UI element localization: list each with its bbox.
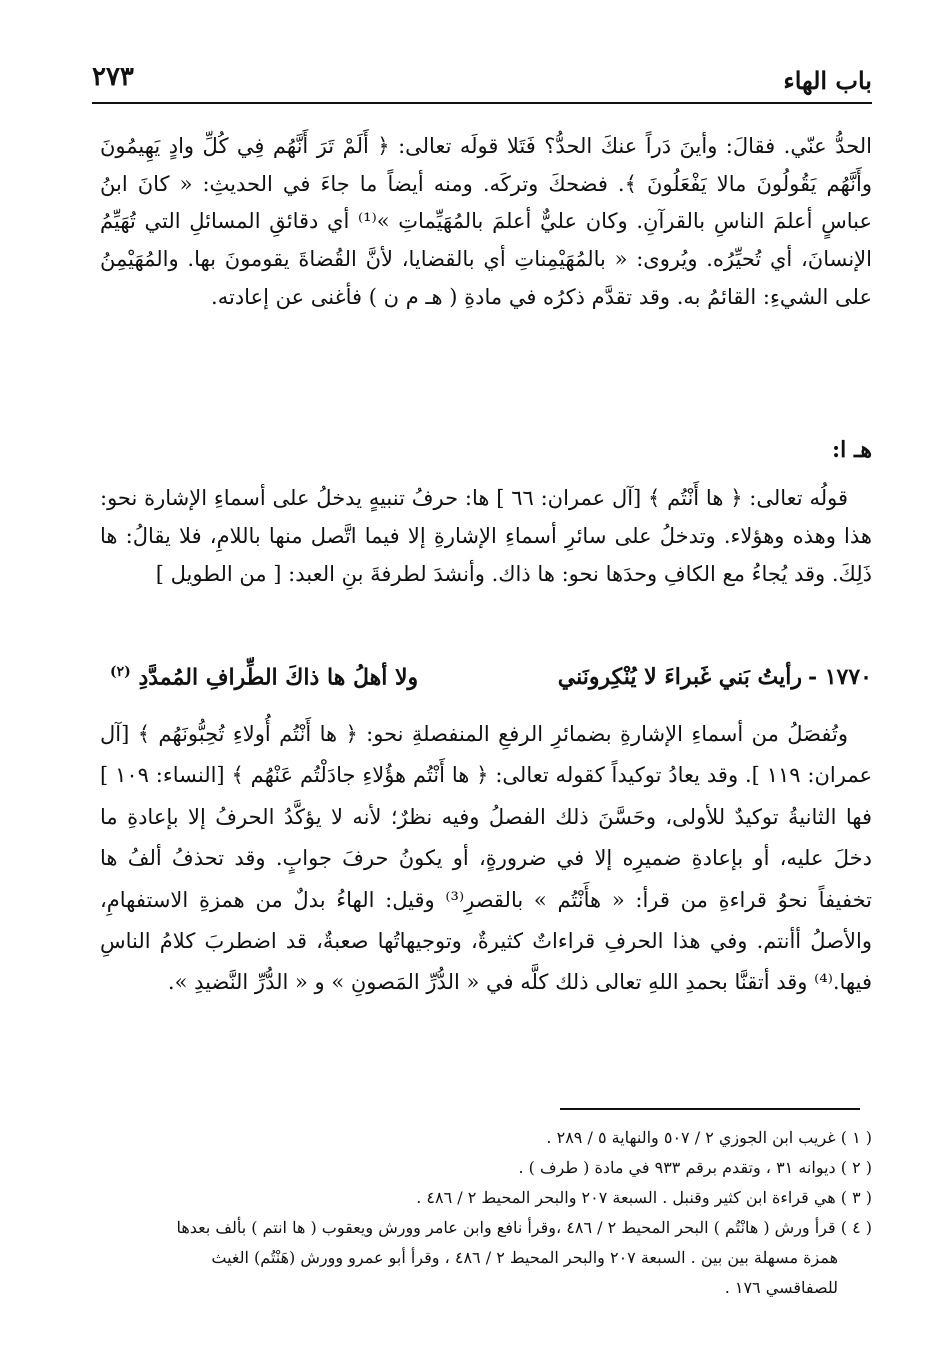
footnotes (100, 1124, 872, 1304)
verse-second-text: ولا أهلُ ها ذاكَ الطِّرافِ المُمدَّدِ (138, 664, 419, 691)
footnote-4-continued: همزة مسهلة بين بين . السبعة ٢٠٧ والبحر المحيط ٢ / ٤٨٦ ، وقرأ أبو عمرو وورش (هَنْتُم) الغيث (211, 1248, 838, 1267)
verse-number: ١٧٧٠ - (807, 664, 872, 690)
entry-heading: هـ ا: (832, 437, 872, 463)
section-title: باب الهاء (783, 66, 872, 95)
page-header (92, 56, 872, 104)
poetry-verse (100, 658, 872, 698)
footnote-4-end: للصفاقسي ١٧٦ . (724, 1278, 838, 1297)
verse-hemistich-second (110, 664, 418, 690)
verse-footnote-ref: (٢) (110, 664, 131, 680)
verse-hemistich-first: رأيتُ بَني غَبراءَ لا يُنْكِرونَني (557, 664, 802, 690)
footnote-separator (560, 1108, 860, 1110)
entry-paragraph-text: قولُه تعالى: ﴿ ها أَنْتُم ﴾ [آل عمران: ٦٦ ] ها: حرفُ تنبيهٍ يدخلُ على أسماءِ الإشارة نحو: هذا وهذه وهؤلاء. وتدخلُ على سائرِ أسماءِ الإشارةِ إلا فيما اتَّصل منها باللامِ، فلا يقالُ: ها ذَلِكَ. وقد يُجاءُ مع الكافِ وحدَها نحو: ها ذاك. وأنشدَ لطرفةَ بنِ العبد: [ من الطويل ] (100, 486, 872, 586)
page-number: ٢٧٣ (92, 62, 134, 92)
footnote-1: ( ١ ) غريب ابن الجوزي ٢ / ٥٠٧ والنهاية ٥ / ٢٨٩ . (546, 1128, 872, 1147)
paragraph-text: الحدُّ عنّي. فقالَ: وأينَ دَراً عنكَ الحدُّ؟ فَتَلا قولَه تعالى: ﴿ أَلَمْ تَرَ أَنَّهُم فِي كُلِّ وادٍ يَهِيمُونَ وأَنَّهُم يَقُولُونَ مالا يَفْعَلُونَ ﴾. فضحكَ وتركَه. ومنه أيضاً ما جاءَ في الحديثِ: « كانَ ابنُ عباسٍ أعلمَ الناسِ بالقرآنِ. وكان عليٌّ أعلمَ بالمُهَيِّماتِ »⁽¹⁾ أي دقائقِ المسائلِ التي تُهَيِّمُ الإنسانَ، أي تُحيِّرُه. ويُروى: « بالمُهَيْمِناتِ أي بالقضايا، لأنَّ القُضاةَ يقومونَ بها. والمُهَيْمِنُ على الشيءِ: القائمُ به. وقد تقدَّم ذكرُه في مادةِ ( هـ م ن ) فأغنى عن إعادته. (100, 134, 872, 309)
entry-paragraph-2-text: وتُفصَلُ من أسماءِ الإشارةِ بضمائرِ الرفعِ المنفصلةِ نحو: ﴿ ها أَنْتُم أُولاءِ تُحِبُّونَهُم ﴾ [آل عمران: ١١٩ ]. وقد يعادُ توكيداً كقوله تعالى: ﴿ ها أَنْتُم هؤُلاءِ جادَلْتُم عَنْهُم ﴾ [النساء: ١٠٩ ] فها الثانيةُ توكيدٌ للأولى، وحَسَّنَ ذلك الفصلُ وفيه نظرٌ؛ لأنه لا يؤكَّدُ الحرفُ إلا بإعادةِ ما دخلَ عليه، أو بإعادةِ ضميرِه إلا في ضرورةٍ، أو يكونُ حرفَ جوابٍ. وقد تحذفُ ألفُ ها تخفيفاً نحوُ قراءةِ من قرأ: « هأَنْتُم » بالقصرِ⁽³⁾ وقيل: الهاءُ بدلٌ من همزةِ الاستفهامِ، والأصلُ أأنتم. وفي هذا الحرفِ قراءاتٌ كثيرةٌ، وتوجيهاتُها صعبةٌ، قد اضطربَ كلامُ الناسِ فيها.⁽⁴⁾ وقد أتقنَّا بحمدِ اللهِ تعالى ذلك كلَّه في « الدُّرِّ المَصونِ » و « الدُّرِّ النَّضيدِ ». (100, 722, 873, 995)
entry-paragraph (100, 479, 872, 593)
footnote-4: ( ٤ ) قرأ ورش ( هانْتُم ) البحر المحيط ٢ / ٤٨٦ ،وقرأ نافع وابن عامر وورش ويعقوب ( ها انتم ) بألف بعدها (176, 1218, 872, 1237)
entry-paragraph-2 (100, 714, 872, 1004)
footnote-3: ( ٣ ) هي قراءة ابن كثير وقنبل . السبعة ٢٠٧ والبحر المحيط ٢ / ٤٨٦ . (416, 1188, 872, 1207)
body-paragraph-1 (100, 128, 872, 317)
footnote-2: ( ٢ ) ديوانه ٣١ ، وتقدم برقم ٩٣٣ في مادة ( طرف ) . (518, 1158, 872, 1177)
